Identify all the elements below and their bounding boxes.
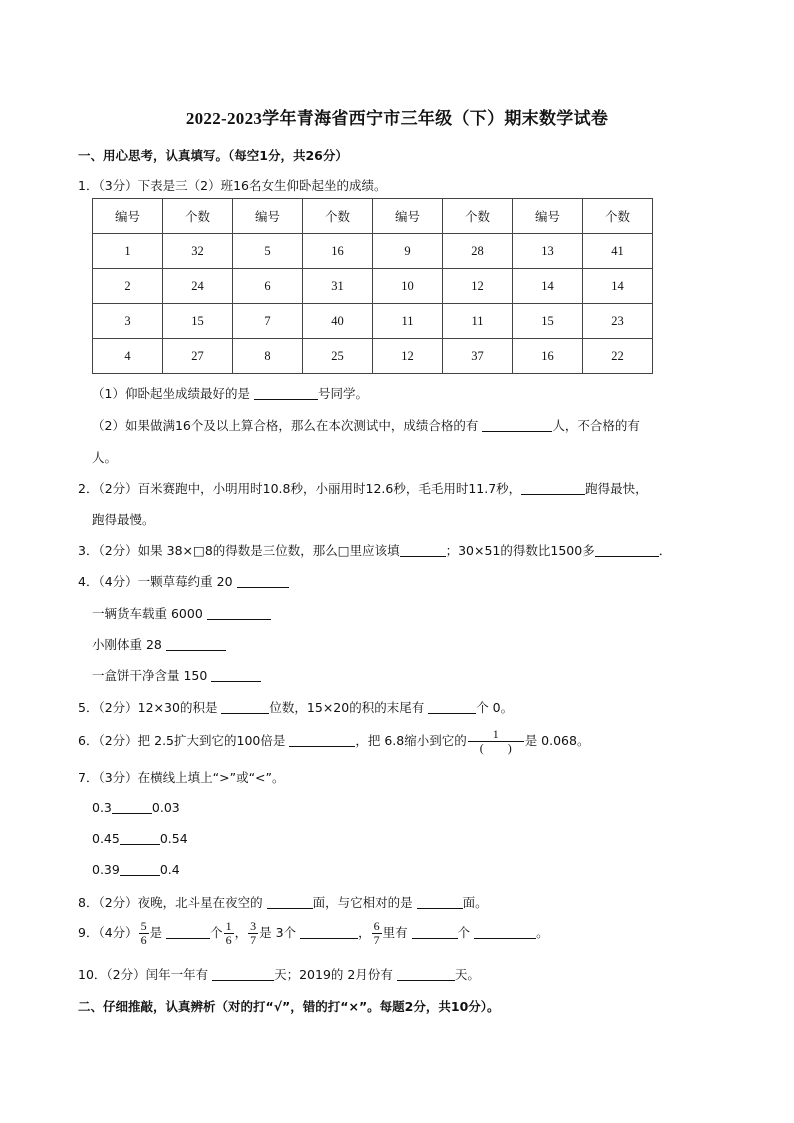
prompt-text: 小刚体重 28 — [92, 637, 166, 652]
prompt-text: 10．（2分）闰年一年有 — [78, 967, 213, 982]
table-cell: 6 — [233, 269, 303, 304]
prompt-text: ，把 6.8缩小到它的 — [355, 733, 467, 748]
table-cell: 11 — [373, 304, 443, 339]
fraction — [248, 920, 258, 947]
prompt-text: ， — [234, 925, 248, 940]
score-table — [92, 198, 653, 374]
table-cell: 8 — [233, 339, 303, 374]
table-cell: 32 — [163, 234, 233, 269]
prompt-text: 位数，15×20的积的末尾有 — [269, 700, 429, 715]
table-cell: 11 — [443, 304, 513, 339]
question-7-line-3 — [92, 862, 180, 877]
table-cell: 13 — [513, 234, 583, 269]
answer-blank[interactable] — [207, 606, 271, 620]
table-cell: 14 — [583, 269, 653, 304]
answer-blank[interactable] — [400, 543, 446, 557]
prompt-text: 面，与它相对的是 — [312, 895, 417, 910]
prompt-text: 3．（2分）如果 38×□8的得数是三位数，那么□里应该填 — [78, 543, 400, 558]
prompt-text: ， — [358, 925, 371, 940]
answer-blank[interactable] — [120, 831, 160, 845]
question-2-cont: 跑得最慢。 — [92, 512, 155, 527]
table-row — [93, 269, 653, 304]
prompt-text: 0.45 — [92, 831, 120, 846]
fraction-denominator: 7 — [250, 933, 257, 947]
column-header: 个数 — [303, 199, 373, 234]
table-cell: 28 — [443, 234, 513, 269]
table-cell: 16 — [513, 339, 583, 374]
column-header: 个数 — [163, 199, 233, 234]
prompt-text: （2）如果做满16个及以上算合格，那么在本次测试中，成绩合格的有 — [92, 418, 483, 433]
question-4-line-3 — [92, 635, 226, 653]
fraction-denominator: 7 — [373, 933, 380, 947]
prompt-text: 人，不合格的有 — [552, 418, 640, 433]
fraction-denominator: ( ) — [468, 741, 524, 755]
prompt-text: 0.4 — [159, 862, 180, 877]
table-cell: 12 — [373, 339, 443, 374]
prompt-text: 跑得最快， — [585, 481, 648, 496]
prompt-text: 个 — [457, 925, 475, 940]
prompt-text: 号同学。 — [317, 386, 368, 401]
answer-blank[interactable] — [166, 637, 226, 651]
answer-blank[interactable] — [254, 386, 318, 400]
question-9 — [78, 920, 549, 947]
table-cell: 25 — [303, 339, 373, 374]
table-cell: 14 — [513, 269, 583, 304]
table-cell: 4 — [93, 339, 163, 374]
question-4 — [78, 572, 289, 590]
table-cell: 7 — [233, 304, 303, 339]
fraction — [224, 920, 234, 947]
prompt-text: ． — [658, 543, 672, 558]
column-header: 编号 — [93, 199, 163, 234]
column-header: 编号 — [513, 199, 583, 234]
table-cell: 3 — [93, 304, 163, 339]
fraction-numerator: 1 — [492, 727, 499, 741]
question-8 — [78, 893, 488, 911]
table-row — [93, 304, 653, 339]
table-row — [93, 234, 653, 269]
prompt-text: 0.39 — [92, 862, 120, 877]
prompt-text: 0.54 — [159, 831, 188, 846]
question-6 — [78, 728, 589, 755]
answer-blank[interactable] — [521, 481, 585, 495]
question-5 — [78, 698, 513, 716]
fraction-numerator: 5 — [140, 919, 147, 933]
answer-blank[interactable] — [211, 668, 261, 682]
answer-blank[interactable] — [267, 895, 313, 909]
answer-blank[interactable] — [397, 967, 455, 981]
answer-blank[interactable] — [474, 925, 536, 939]
fraction-denominator: 6 — [140, 933, 147, 947]
answer-blank[interactable] — [289, 733, 355, 747]
column-header: 个数 — [583, 199, 653, 234]
table-cell: 10 — [373, 269, 443, 304]
answer-blank[interactable] — [417, 895, 463, 909]
prompt-text: 天。 — [454, 967, 480, 982]
table-cell: 1 — [93, 234, 163, 269]
question-4-line-2 — [92, 604, 271, 622]
question-1-stem: 1．（3分）下表是三（2）班16名女生仰卧起坐的成绩。 — [78, 178, 387, 193]
table-cell: 15 — [513, 304, 583, 339]
table-cell: 12 — [443, 269, 513, 304]
answer-blank[interactable] — [595, 543, 659, 557]
table-cell: 2 — [93, 269, 163, 304]
prompt-text: 面。 — [462, 895, 488, 910]
prompt-text: 9．（4分） — [78, 925, 138, 940]
page-title: 2022-2023学年青海省西宁市三年级（下）期末数学试卷 — [185, 109, 609, 128]
answer-blank[interactable] — [412, 925, 458, 939]
fraction — [139, 920, 149, 947]
answer-blank[interactable] — [300, 925, 358, 939]
fraction-denominator: 6 — [225, 933, 232, 947]
question-7-stem: 7．（3分）在横线上填上“>”或“<”。 — [78, 770, 285, 785]
answer-blank[interactable] — [482, 418, 552, 432]
question-7-line-1 — [92, 800, 180, 815]
fraction — [372, 920, 382, 947]
prompt-text: 一辆货车载重 6000 — [92, 606, 207, 621]
prompt-text: 8．（2分）夜晚，北斗星在夜空的 — [78, 895, 267, 910]
prompt-text: （1）仰卧起坐成绩最好的是 — [92, 386, 254, 401]
column-header: 个数 — [443, 199, 513, 234]
section-2-heading: 二、仔细推敲，认真辨析（对的打“√”，错的打“×”。每题2分，共10分）。 — [78, 999, 500, 1014]
question-1-part-2-cont: 人。 — [92, 450, 118, 465]
table-cell: 22 — [583, 339, 653, 374]
prompt-text: 0.3 — [92, 800, 112, 815]
answer-blank[interactable] — [428, 700, 476, 714]
table-cell: 9 — [373, 234, 443, 269]
table-cell: 40 — [303, 304, 373, 339]
table-cell: 41 — [583, 234, 653, 269]
prompt-text: 6．（2分）把 2.5扩大到它的100倍是 — [78, 733, 290, 748]
answer-blank[interactable] — [120, 862, 160, 876]
fraction-numerator: 3 — [250, 919, 257, 933]
fraction-numerator: 1 — [225, 919, 232, 933]
question-1-part-2 — [92, 416, 640, 434]
answer-blank[interactable] — [112, 800, 152, 814]
question-2 — [78, 479, 648, 497]
prompt-text: 4．（4分）一颗草莓约重 20 — [78, 574, 237, 589]
question-3 — [78, 541, 671, 559]
question-10 — [78, 965, 480, 983]
fraction-numerator: 6 — [373, 919, 380, 933]
table-cell: 31 — [303, 269, 373, 304]
section-1-heading: 一、用心思考，认真填写。（每空1分，共26分） — [78, 148, 348, 163]
prompt-text: 0.03 — [151, 800, 180, 815]
question-4-line-4 — [92, 666, 261, 684]
prompt-text: 是 — [149, 925, 167, 940]
table-row — [93, 339, 653, 374]
prompt-text: 里有 — [382, 925, 412, 940]
prompt-text: 。 — [536, 925, 549, 940]
question-7-line-2 — [92, 831, 188, 846]
prompt-text: 个 — [210, 925, 223, 940]
prompt-text: 个 0。 — [476, 700, 514, 715]
table-cell: 15 — [163, 304, 233, 339]
prompt-text: ；30×51的得数比1500多 — [445, 543, 595, 558]
table-cell: 5 — [233, 234, 303, 269]
prompt-text: 一盒饼干净含量 150 — [92, 668, 212, 683]
table-cell: 24 — [163, 269, 233, 304]
fraction-blank[interactable] — [468, 728, 524, 755]
answer-blank[interactable] — [237, 574, 289, 588]
column-header: 编号 — [373, 199, 443, 234]
prompt-text: 天；2019的 2月份有 — [274, 967, 397, 982]
table-header-row — [93, 199, 653, 234]
prompt-text: 是 0.068。 — [524, 733, 590, 748]
prompt-text: 5．（2分）12×30的积是 — [78, 700, 222, 715]
prompt-text: 是 3个 — [259, 925, 301, 940]
answer-blank[interactable] — [212, 967, 274, 981]
column-header: 编号 — [233, 199, 303, 234]
table-cell: 23 — [583, 304, 653, 339]
answer-blank[interactable] — [221, 700, 269, 714]
answer-blank[interactable] — [166, 925, 210, 939]
question-1-part-1 — [92, 384, 368, 402]
table-cell: 37 — [443, 339, 513, 374]
prompt-text: 2．（2分）百米赛跑中，小明用时10.8秒，小丽用时12.6秒，毛毛用时11.7秒， — [78, 481, 522, 496]
table-cell: 27 — [163, 339, 233, 374]
table-cell: 16 — [303, 234, 373, 269]
